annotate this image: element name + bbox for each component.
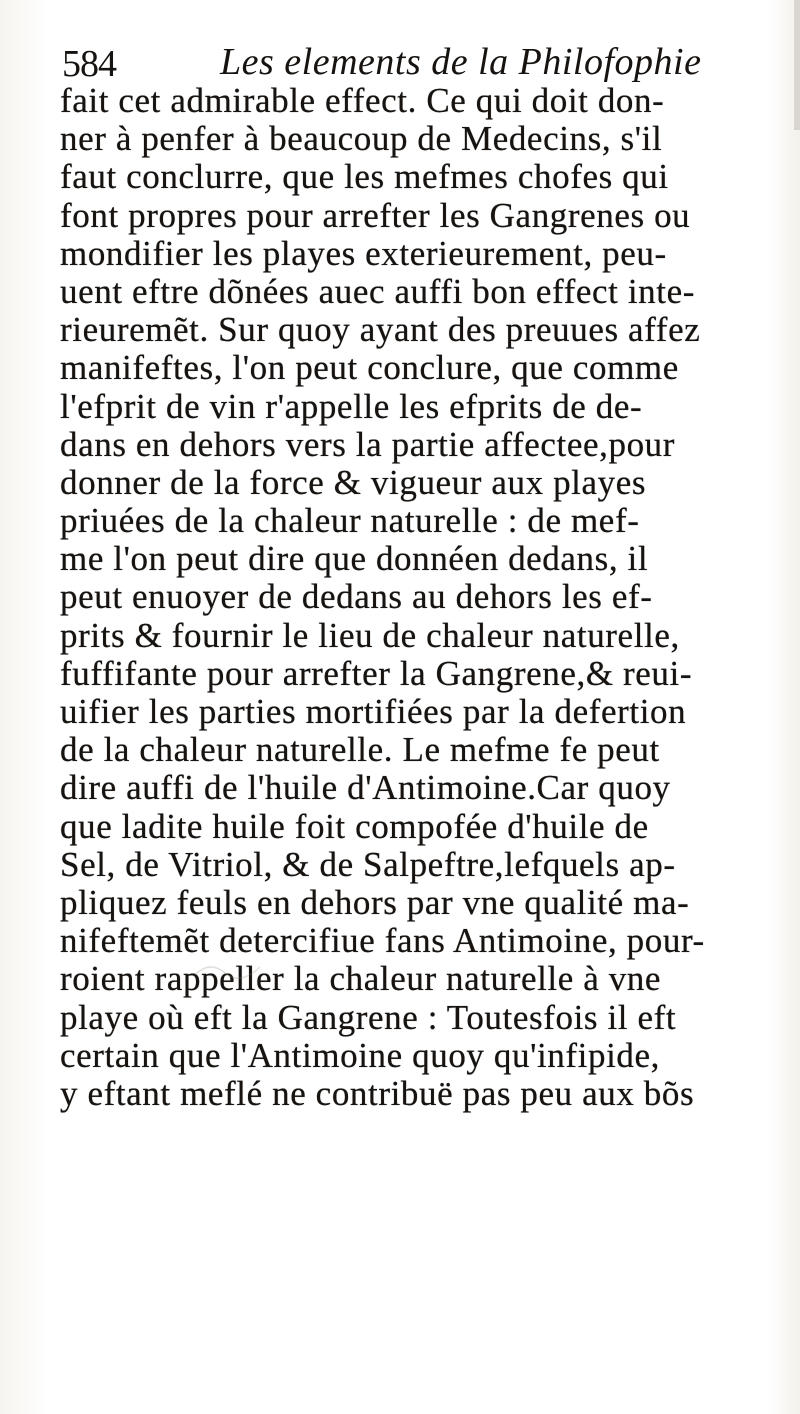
text-line: l'efprit de vin r'appelle les efprits de de- (60, 386, 643, 426)
text-line: font propres pour arrefter les Gangrenes ou (60, 195, 691, 235)
text-line: mondifier les playes exterieurement, peu- (60, 233, 667, 273)
text-line: priuées de la chaleur naturelle : de mef- (60, 501, 640, 541)
text-line: fuffifante pour arrefter la Gangrene,& reui- (60, 653, 693, 693)
text-line: peut enuoyer de dedans au dehors les ef- (60, 577, 653, 617)
text-line: prits & fournir le lieu de chaleur naturelle, (60, 615, 680, 655)
text-line: que ladite huile foit compofée d'huile de (60, 806, 649, 846)
text-line: y eftant meflé ne contribuë pas peu aux bõs (60, 1073, 695, 1113)
text-line: ner à penfer à beaucoup de Medecins, s'il (60, 119, 663, 159)
text-line: roient rappeller la chaleur naturelle à vne (60, 959, 662, 999)
text-line: donner de la force & vigueur aux playes (60, 462, 647, 502)
text-line: de la chaleur naturelle. Le mefme fe peut (60, 730, 660, 770)
text-line: uifier les parties mortifiées par la defertion (60, 692, 687, 731)
running-title: Les elements de la Philofophie (220, 41, 702, 83)
text-line: pliquez feuls en dehors par vne qualité ma- (60, 882, 690, 922)
text-line: manifeftes, l'on peut conclure, que comme (60, 348, 679, 388)
page-header (62, 36, 762, 86)
text-line: nifeftemẽt detercifiue fans Antimoine, pour- (60, 921, 705, 961)
page-edge-shadow (794, 0, 800, 130)
text-line: playe où eft la Gangrene : Toutesfois il eft (60, 997, 677, 1037)
text-line: certain que l'Antimoine quoy qu'infipide, (60, 1035, 660, 1075)
ink-smudge (190, 955, 270, 985)
text-line: uent eftre dõnées auec auffi bon effect inte- (60, 271, 695, 311)
text-line: fait cet admirable effect. Ce qui doit don- (60, 81, 665, 120)
body-text (60, 82, 775, 1113)
text-line: dire auffi de l'huile d'Antimoine.Car quoy (60, 768, 671, 808)
text-line: rieuremẽt. Sur quoy ayant des preuues affez (60, 310, 701, 350)
text-line: Sel, de Vitriol, & de Salpeftre,lefquels ap- (60, 844, 676, 884)
page-number: 584 (62, 43, 116, 85)
text-line: dans en dehors vers la partie affectee,pour (60, 424, 676, 464)
text-line: faut conclurre, que les mefmes chofes qui (60, 157, 669, 197)
text-line: me l'on peut dire que donnéen dedans, il (60, 539, 649, 579)
